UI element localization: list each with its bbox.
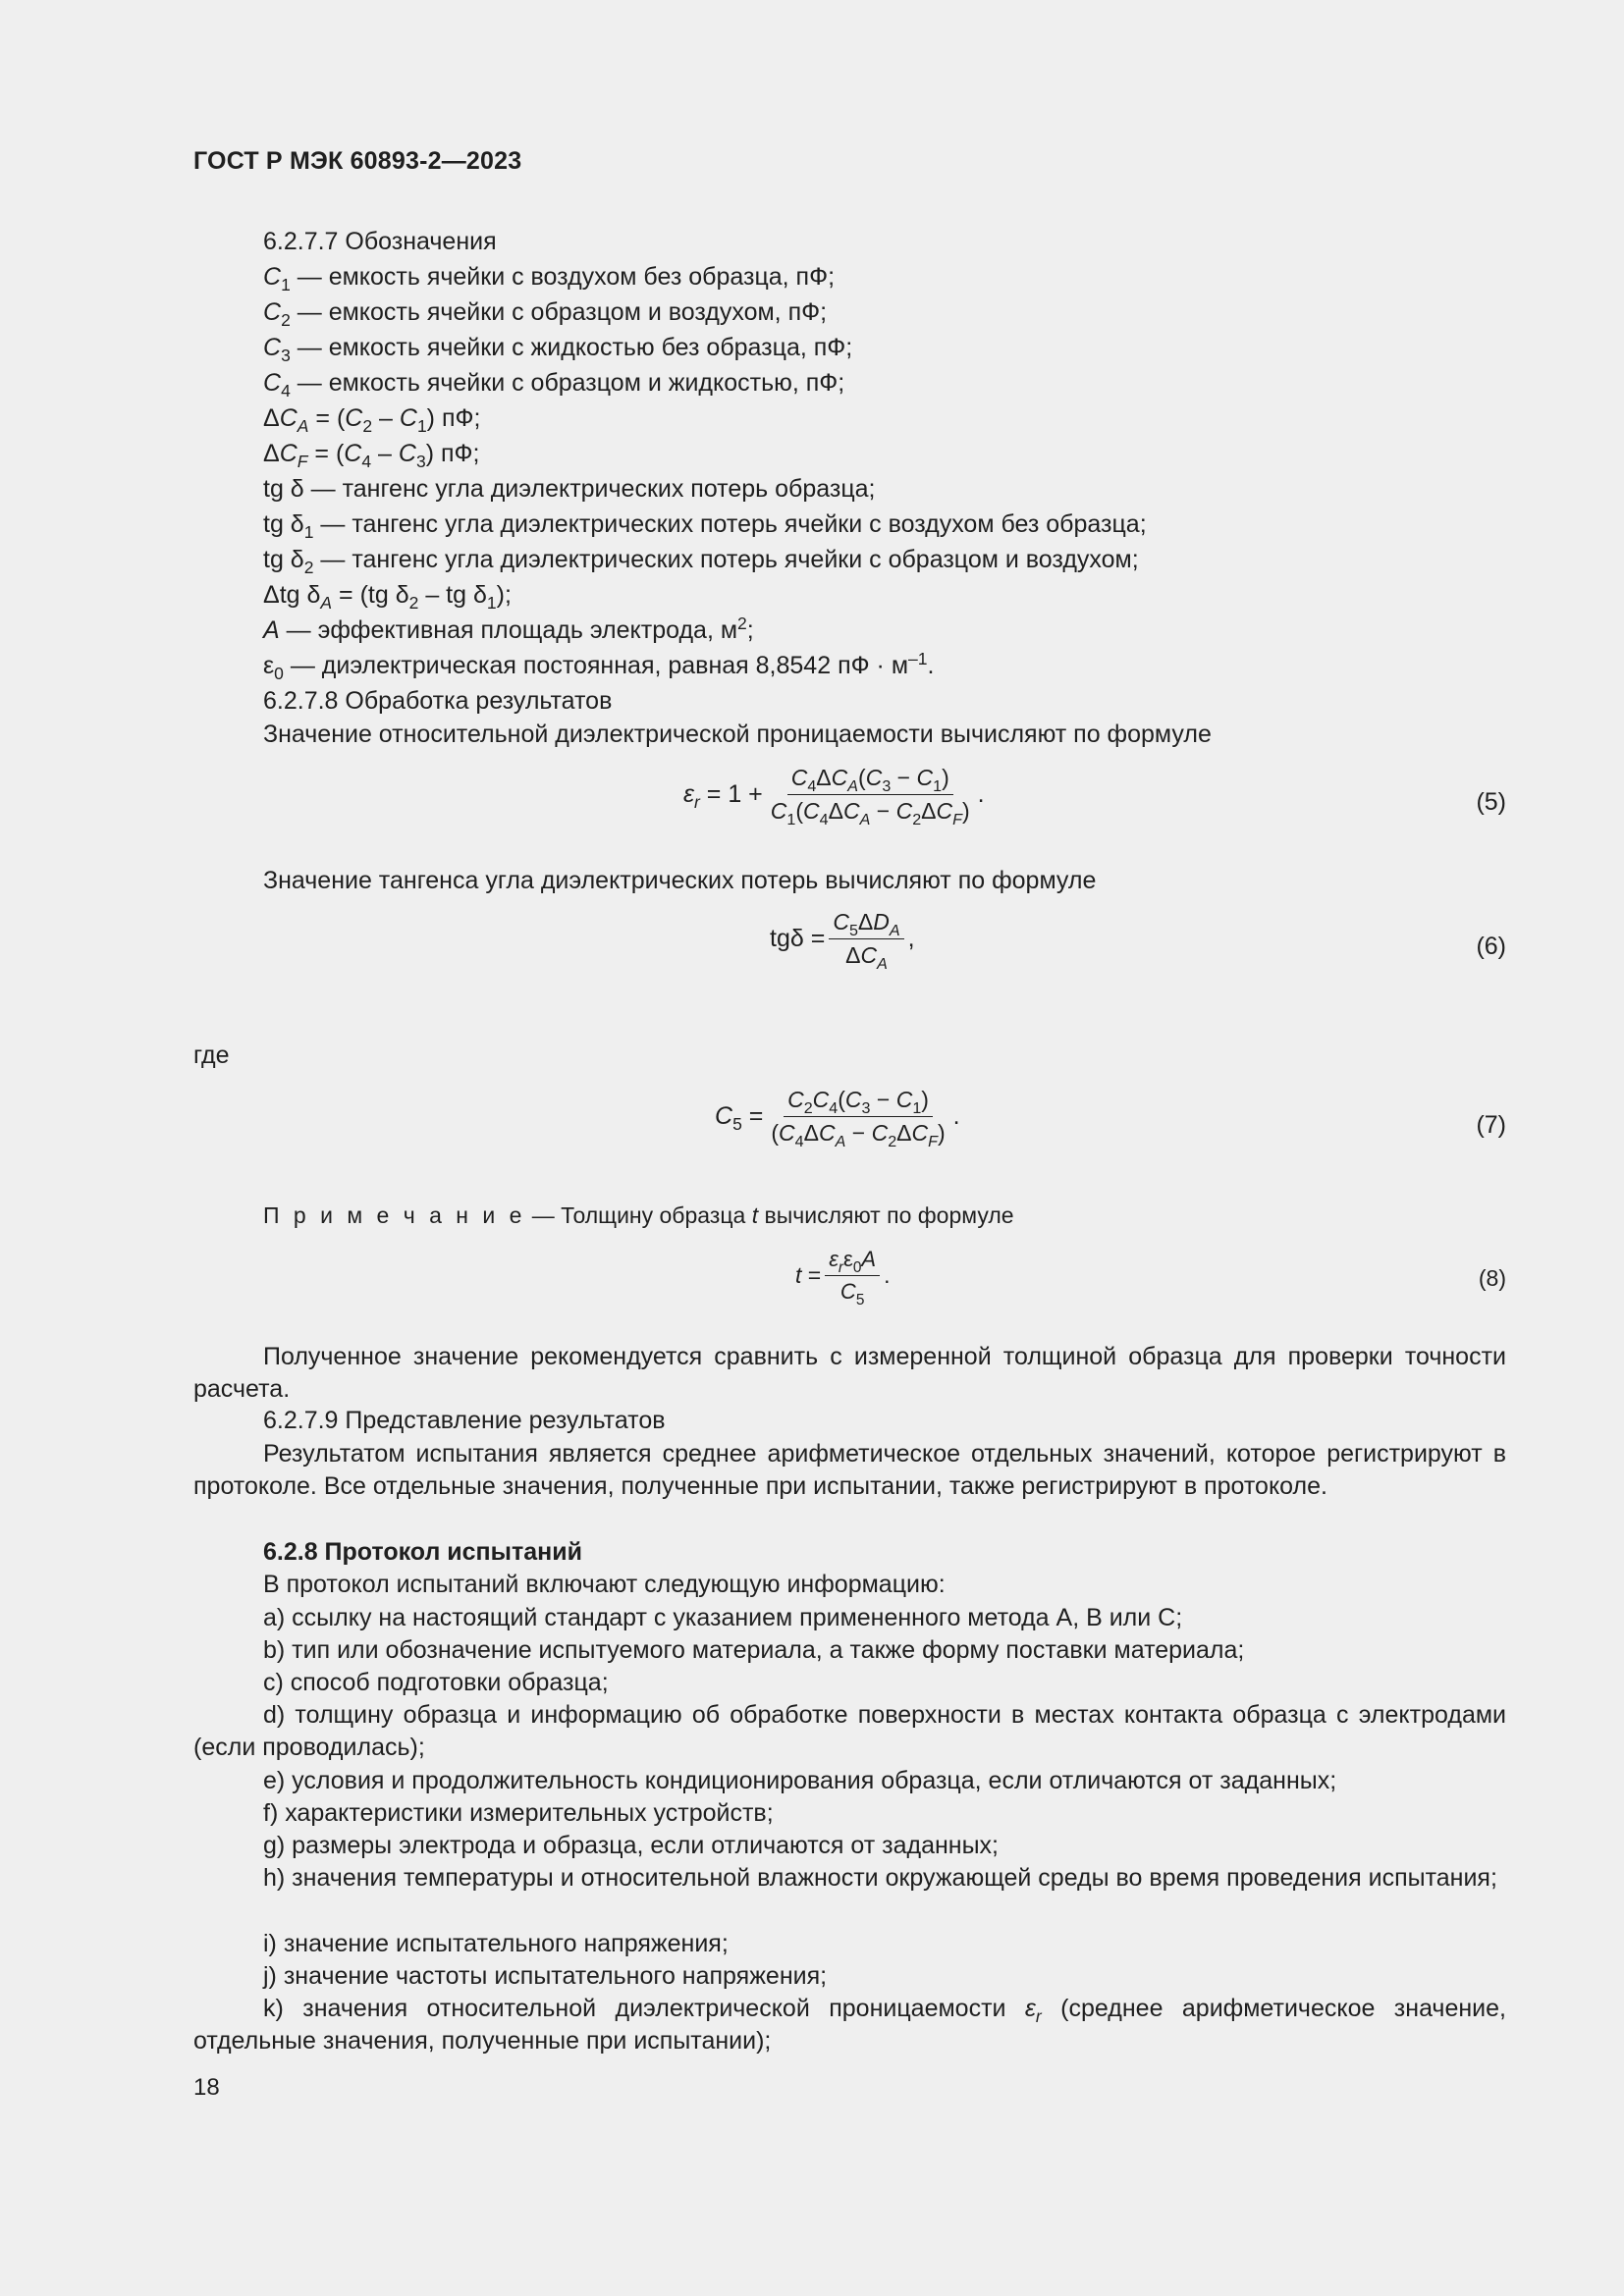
- protocol-item-g: g) размеры электрода и образца, если отличаются от заданных;: [263, 1832, 999, 1859]
- protocol-intro: В протокол испытаний включают следующую информацию:: [263, 1571, 946, 1598]
- page-number: 18: [193, 2074, 220, 2101]
- note: П р и м е ч а н и е — Толщину образца t вычисляют по формуле: [263, 1202, 1014, 1228]
- protocol-item-b: b) тип или обозначение испытуемого материала, а также форму поставки материала;: [263, 1636, 1245, 1664]
- section-6-2-8-title: 6.2.8 Протокол испытаний: [263, 1538, 582, 1566]
- compare-paragraph: Полученное значение рекомендуется сравнить с измеренной толщиной образца для проверки точности расчета.: [193, 1343, 1506, 1403]
- section-6-2-7-7-title: 6.2.7.7 Обозначения: [263, 228, 497, 255]
- equation-number-8: (8): [1478, 1265, 1506, 1291]
- result-paragraph: Результатом испытания является среднее арифметическое отдельных значений, которое регистрируют в протоколе. Все отдельные значения, полученные при испытании, также регистрируют в протоколе.: [193, 1440, 1506, 1500]
- protocol-item-a: a) ссылку на настоящий стандарт с указанием примененного метода A, B или C;: [263, 1604, 1183, 1631]
- protocol-item-h: h) значения температуры и относительной влажности окружающей среды во время проведения испытания;: [263, 1864, 1497, 1892]
- protocol-item-c: c) способ подготовки образца;: [263, 1669, 609, 1696]
- document-header: ГОСТ Р МЭК 60893-2—2023: [193, 147, 522, 175]
- definition-delta-ca: $\Delta C_A = (C_2 - C_1)$ пФ;: [263, 404, 481, 436]
- section-6-2-7-8-title: 6.2.7.8 Обработка результатов: [263, 687, 613, 715]
- definition-c4: $C_4$ — емкость ячейки с образцом и жидкостью, пФ;: [263, 369, 845, 400]
- equation-number-5: (5): [1476, 788, 1506, 816]
- definition-area: A — эффективная площадь электрода, $м^2$;: [263, 614, 754, 644]
- protocol-item-k: k) значения относительной диэлектрической проницаемости $\varepsilon_r$ (среднее арифметическое значение, отдельные значения, полученные при испытании);: [193, 1995, 1506, 2055]
- equation-number-7: (7): [1476, 1111, 1506, 1139]
- epsilon-formula-intro: Значение относительной диэлектрической проницаемости вычисляют по формуле: [263, 721, 1212, 748]
- definition-delta-tg: Δtg $\delta_A = (tg$ $\delta_2$ – tg $\delta_1$);: [263, 581, 512, 613]
- definition-epsilon-0: $\varepsilon_0$ — диэлектрическая постоянная, равная 8,8542 пФ · $м^{-1}$.: [263, 649, 935, 683]
- protocol-item-f: f) характеристики измерительных устройств;: [263, 1799, 774, 1827]
- definition-c2: $C_2$ — емкость ячейки с образцом и воздухом, пФ;: [263, 298, 828, 330]
- definition-tg-delta-1: tg $\delta_1$ — тангенс угла диэлектрических потерь ячейки с воздухом без образца;: [263, 510, 1147, 542]
- protocol-item-j: j) значение частоты испытательного напряжения;: [263, 1962, 828, 1990]
- protocol-item-i: i) значение испытательного напряжения;: [263, 1930, 729, 1957]
- section-6-2-7-9-title: 6.2.7.9 Представление результатов: [263, 1407, 666, 1434]
- definition-tg-delta: tg δ — тангенс угла диэлектрических потерь образца;: [263, 475, 876, 503]
- definition-c3: $C_3$ — емкость ячейки с жидкостью без образца, пФ;: [263, 334, 853, 365]
- formula-6: tgδ = $\frac{C_5\Delta D_A}{\Delta C_A}$ ,: [770, 909, 915, 973]
- protocol-item-e: e) условия и продолжительность кондиционирования образца, если отличаются от заданных;: [263, 1767, 1337, 1794]
- formula-5: $\varepsilon_r = 1$ + $\frac{C_4\Delta C_A(C_3 - C_1)}{C_1(C_4\Delta C_A - C_2\Delta C_F)}$ .: [683, 765, 985, 828]
- equation-number-6: (6): [1476, 933, 1506, 960]
- tangent-formula-intro: Значение тангенса угла диэлектрических потерь вычисляют по формуле: [263, 867, 1097, 894]
- definition-delta-cf: $\Delta C_F = (C_4 - C_3)$ пФ;: [263, 440, 480, 471]
- formula-8: t = $\frac{\varepsilon_r\varepsilon_0A}{C_5}$ .: [795, 1247, 891, 1308]
- formula-7: $C_5$ = $\frac{C_2C_4(C_3 - C_1)}{(C_4\Delta C_A - C_2\Delta C_F)}$ .: [715, 1087, 960, 1150]
- definition-tg-delta-2: tg $\delta_2$ — тангенс угла диэлектрических потерь ячейки с образцом и воздухом;: [263, 546, 1139, 577]
- definition-c1: $C_1$ — емкость ячейки с воздухом без образца, пФ;: [263, 263, 836, 294]
- protocol-item-d: d) толщину образца и информацию об обработке поверхности в местах контакта образца с электродами (если проводилась);: [193, 1701, 1506, 1761]
- where-label: где: [193, 1041, 230, 1069]
